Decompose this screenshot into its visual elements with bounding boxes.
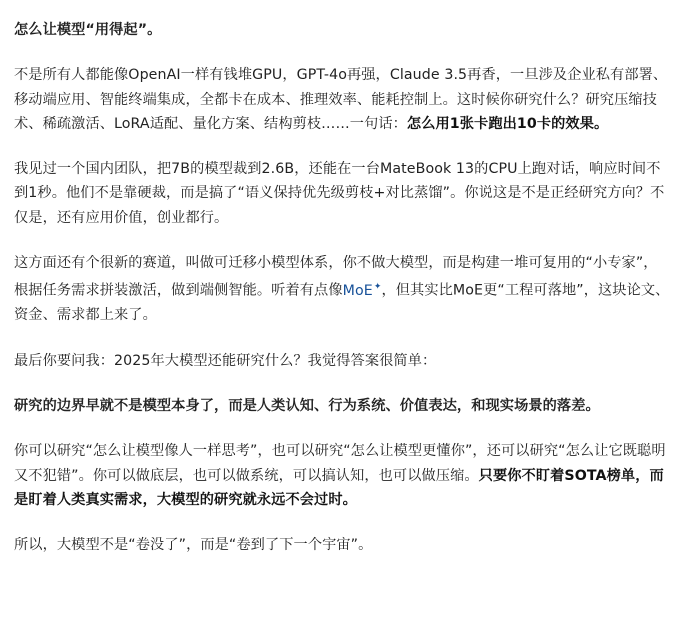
moe-link-label: MoE	[342, 283, 373, 300]
paragraph-question	[14, 349, 671, 373]
paragraph-text: 最后你要问我：2025年大模型还能研究什么？我觉得答案很简单：	[14, 352, 437, 369]
paragraph-small-experts	[14, 251, 671, 328]
sparkle-icon: ✦	[373, 282, 382, 293]
paragraph-cost-efficiency	[14, 63, 671, 136]
section-title-text: 怎么让模型“用得起”。	[14, 22, 162, 38]
moe-link[interactable]	[343, 283, 382, 299]
paragraph-bold-conclusion: 只要你不盯着SOTA榜单，而是盯着人类真实需求，大模型的研究就永远不会过时。	[14, 467, 664, 508]
paragraph-text: 所以，大模型不是“卷没了”，而是“卷到了下一个宇宙”。	[14, 537, 373, 554]
paragraph-closing	[14, 533, 671, 557]
paragraph-text: ，但其实比MoE更“工程可落地”，这块论文、资金、需求都上来了。	[14, 283, 670, 324]
paragraph-text: 我见过一个国内团队，把7B的模型裁到2.6B，还能在一台MateBook 13的CPU上跑对话，响应时间不到1秒。他们不是靠硬裁，而是搞了“语义保持优先级剪枝+对比蒸馏”。你说这是不是正经研究方向？不仅是，还有应用价值，创业都行。	[14, 161, 665, 226]
paragraph-team-example	[14, 157, 671, 230]
paragraph-text: 你可以研究“怎么让模型像人一样思考”，也可以研究“怎么让模型更懂你”，还可以研究“怎么让它既聪明又不犯错”。你可以做底层，也可以做系统，可以搞认知，也可以做压缩。	[14, 443, 666, 484]
paragraph-research-boundary	[14, 394, 671, 418]
section-title	[14, 18, 671, 42]
paragraph-research-options	[14, 439, 671, 512]
paragraph-bold-text: 研究的边界早就不是模型本身了，而是人类认知、行为系统、价值表达，和现实场景的落差。	[14, 398, 600, 414]
paragraph-bold-conclusion: 怎么用1张卡跑出10卡的效果。	[406, 115, 609, 132]
paragraph-text: 这方面还有个很新的赛道，叫做可迁移小模型体系，你不做大模型，而是构建一堆可复用的“小专家”，根据任务需求拼装激活，做到端侧智能。听着有点像	[14, 255, 658, 300]
paragraph-text: 不是所有人都能像OpenAI一样有钱堆GPU，GPT-4o再强，Claude 3.5再香，一旦涉及企业私有部署、移动端应用、智能终端集成，全都卡在成本、推理效率、能耗控制上。这时候你研究什么？研究压缩技术、稀疏激活、LoRA适配、量化方案、结构剪枝……一句话：	[14, 67, 668, 132]
